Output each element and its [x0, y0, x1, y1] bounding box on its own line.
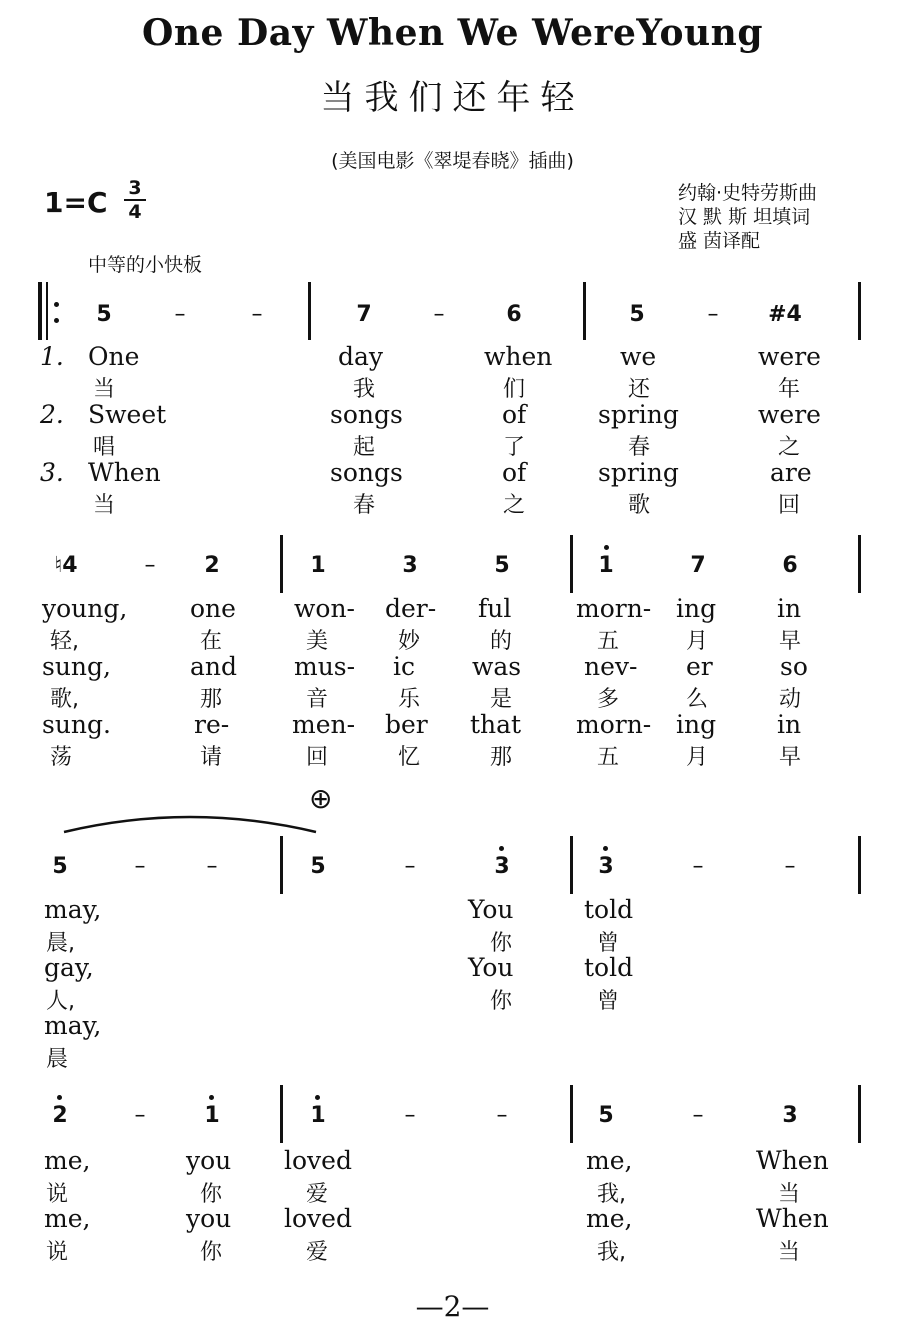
lyric-cn: 当	[778, 1240, 801, 1265]
lyric-cn: 说	[46, 1240, 69, 1265]
note-high: 2	[52, 1103, 68, 1128]
note: 2	[204, 553, 220, 578]
note: 5	[494, 553, 510, 578]
note-high: 1	[598, 553, 614, 578]
time-signature	[124, 178, 146, 222]
lyric-cn: 的	[490, 629, 513, 654]
note-dash: –	[174, 302, 186, 327]
lyric: der-	[385, 594, 437, 623]
lyric-cn: 月	[686, 745, 709, 770]
lyric-cn: 早	[779, 629, 802, 654]
tempo-marking: 中等的小快板	[88, 254, 203, 276]
page-number: —2—	[415, 1290, 490, 1323]
song-subtitle: 当我们还年轻	[320, 78, 585, 118]
lyric: When	[756, 1146, 829, 1175]
verse-number: 1.	[40, 342, 64, 371]
lyric: You	[468, 895, 514, 924]
key-signature: 1=C	[44, 186, 108, 219]
lyric: were	[758, 400, 821, 429]
lyric: morn-	[576, 594, 652, 623]
bar-line	[583, 282, 586, 340]
lyric-cn: 那	[200, 687, 223, 712]
lyric: were	[758, 342, 821, 371]
note: 7	[356, 302, 372, 327]
lyric-cn: 妙	[398, 629, 421, 654]
high-octave-dot	[604, 545, 609, 550]
lyric-cn: 还	[628, 377, 651, 402]
lyric: sung.	[42, 710, 111, 739]
lyric-cn: 了	[503, 435, 526, 460]
lyric: ful	[478, 594, 512, 623]
lyric-cn: 美	[306, 629, 329, 654]
lyric: when	[484, 342, 553, 371]
lyric-cn: 月	[686, 629, 709, 654]
lyric-cn: 五	[597, 629, 620, 654]
lyric-cn: 回	[306, 745, 329, 770]
repeat-dot	[54, 318, 59, 323]
lyric: me,	[586, 1146, 633, 1175]
note: 5	[52, 854, 68, 879]
note-dash: –	[144, 553, 156, 578]
lyric: day	[338, 342, 384, 371]
note-dash: –	[404, 1103, 416, 1128]
note-dash: –	[433, 302, 445, 327]
note: 3	[782, 1103, 798, 1128]
lyric-cn: 你	[490, 931, 513, 956]
lyric-cn: 么	[686, 687, 709, 712]
lyric-cn: 我,	[597, 1182, 626, 1207]
lyric: of	[502, 458, 527, 487]
lyric: one	[190, 594, 236, 623]
song-title: One Day When We WereYoung	[142, 12, 763, 54]
note: 6	[782, 553, 798, 578]
lyric-cn: 爱	[306, 1182, 329, 1207]
repeat-start-bar	[38, 282, 42, 340]
song-source-note: (美国电影《翠堤春晓》插曲)	[331, 150, 574, 172]
lyric-cn: 那	[490, 745, 513, 770]
lyric-cn: 说	[46, 1182, 69, 1207]
lyric: Sweet	[88, 400, 167, 429]
lyric: young,	[42, 594, 128, 623]
lyric-cn: 晨	[46, 1047, 69, 1072]
lyric: in	[777, 594, 802, 623]
lyric-cn: 爱	[306, 1240, 329, 1265]
lyric: loved	[284, 1146, 352, 1175]
bar-line	[858, 535, 861, 593]
lyric: may,	[44, 1011, 102, 1040]
lyric-cn: 动	[779, 687, 802, 712]
lyric-cn: 是	[490, 687, 513, 712]
note: 5	[96, 302, 112, 327]
verse-number: 3.	[40, 458, 64, 487]
lyric: morn-	[576, 710, 652, 739]
lyric: me,	[44, 1146, 91, 1175]
time-signature-top: 3	[128, 177, 142, 199]
bar-line	[280, 535, 283, 593]
note: 5	[310, 854, 326, 879]
lyric-cn: 唱	[93, 435, 116, 460]
lyric: sung,	[42, 652, 111, 681]
lyric-cn: 当	[93, 493, 116, 518]
note: 6	[506, 302, 522, 327]
lyric-cn: 早	[779, 745, 802, 770]
lyric: that	[470, 710, 522, 739]
lyric: me,	[44, 1204, 91, 1233]
lyric: spring	[598, 458, 679, 487]
lyric: ic	[393, 652, 415, 681]
lyricist-credit: 汉 默 斯 坦填词	[678, 206, 811, 228]
lyric: and	[190, 652, 238, 681]
note-dash: –	[707, 302, 719, 327]
lyric: may,	[44, 895, 102, 924]
high-octave-dot	[57, 1095, 62, 1100]
high-octave-dot	[315, 1095, 320, 1100]
lyric: are	[770, 458, 812, 487]
bar-line	[858, 1085, 861, 1143]
note: 7	[690, 553, 706, 578]
note-dash: –	[692, 1103, 704, 1128]
lyric-cn: 歌,	[50, 687, 79, 712]
lyric-cn: 忆	[398, 745, 421, 770]
coda-sign: ⊕	[309, 782, 333, 815]
lyric: mus-	[294, 652, 356, 681]
lyric: told	[584, 895, 634, 924]
note-high: 3	[494, 854, 510, 879]
lyric-cn: 你	[200, 1182, 223, 1207]
lyric: When	[756, 1204, 829, 1233]
lyric-cn: 之	[503, 493, 526, 518]
lyric-cn: 当	[93, 377, 116, 402]
lyric: men-	[292, 710, 356, 739]
bar-line	[280, 836, 283, 894]
lyric: you	[186, 1146, 232, 1175]
lyric: gay,	[44, 953, 94, 982]
note-dash: –	[134, 1103, 146, 1128]
lyric-cn: 多	[597, 687, 620, 712]
bar-line	[570, 836, 573, 894]
note: 5	[629, 302, 645, 327]
note-high: 3	[598, 854, 614, 879]
note-dash: –	[496, 1103, 508, 1128]
bar-line	[570, 1085, 573, 1143]
lyric-cn: 我,	[597, 1240, 626, 1265]
lyric-cn: 荡	[50, 745, 73, 770]
lyric: told	[584, 953, 634, 982]
lyric: me,	[586, 1204, 633, 1233]
lyric-cn: 们	[503, 377, 526, 402]
lyric-cn: 你	[490, 989, 513, 1014]
lyric: won-	[294, 594, 355, 623]
lyric-cn: 你	[200, 1240, 223, 1265]
lyric-cn: 春	[628, 435, 651, 460]
lyric-cn: 在	[200, 629, 223, 654]
high-octave-dot	[603, 846, 608, 851]
note: 1	[310, 553, 326, 578]
lyric-cn: 晨,	[46, 931, 75, 956]
bar-line	[570, 535, 573, 593]
note-dash: –	[692, 854, 704, 879]
lyric: so	[780, 652, 808, 681]
note-dash: –	[784, 854, 796, 879]
lyric: you	[186, 1204, 232, 1233]
verse-number: 2.	[40, 400, 64, 429]
lyric: er	[686, 652, 713, 681]
lyric-cn: 曾	[597, 989, 620, 1014]
note-high: 1	[310, 1103, 326, 1128]
time-signature-bottom: 4	[128, 201, 142, 223]
repeat-start-thin-bar	[46, 282, 48, 340]
bar-line	[858, 282, 861, 340]
bar-line	[280, 1085, 283, 1143]
lyric: spring	[598, 400, 679, 429]
lyric-cn: 音	[306, 687, 329, 712]
lyric-cn: 之	[778, 435, 801, 460]
bar-line	[858, 836, 861, 894]
lyric: ber	[385, 710, 428, 739]
high-octave-dot	[499, 846, 504, 851]
translator-credit: 盛 茵译配	[678, 230, 761, 252]
note-dash: –	[251, 302, 263, 327]
high-octave-dot	[209, 1095, 214, 1100]
note-dash: –	[404, 854, 416, 879]
note: 3	[402, 553, 418, 578]
note-high: 1	[204, 1103, 220, 1128]
lyric: re-	[194, 710, 230, 739]
lyric: songs	[330, 400, 403, 429]
bar-line	[308, 282, 311, 340]
lyric: You	[468, 953, 514, 982]
lyric: nev-	[584, 652, 638, 681]
lyric-cn: 当	[778, 1182, 801, 1207]
lyric: loved	[284, 1204, 352, 1233]
lyric-cn: 请	[200, 745, 223, 770]
lyric-cn: 人,	[46, 989, 75, 1014]
lyric: ing	[676, 594, 717, 623]
repeat-dot	[54, 302, 59, 307]
lyric-cn: 五	[597, 745, 620, 770]
lyric-cn: 春	[353, 493, 376, 518]
lyric: One	[88, 342, 140, 371]
lyric-cn: 乐	[398, 687, 421, 712]
lyric: we	[620, 342, 657, 371]
lyric: When	[88, 458, 161, 487]
lyric: was	[472, 652, 522, 681]
lyric-cn: 轻,	[50, 629, 79, 654]
lyric: in	[777, 710, 802, 739]
lyric: ing	[676, 710, 717, 739]
note-natural: ♮4	[54, 553, 78, 578]
lyric-cn: 年	[778, 377, 801, 402]
note-dash: –	[206, 854, 218, 879]
lyric-cn: 歌	[628, 493, 651, 518]
note: 5	[598, 1103, 614, 1128]
composer-credit: 约翰·史特劳斯曲	[678, 182, 818, 204]
lyric-cn: 曾	[597, 931, 620, 956]
note-dash: –	[134, 854, 146, 879]
lyric: of	[502, 400, 527, 429]
lyric-cn: 回	[778, 493, 801, 518]
lyric-cn: 我	[353, 377, 376, 402]
slur	[60, 808, 320, 838]
lyric: songs	[330, 458, 403, 487]
lyric-cn: 起	[353, 435, 376, 460]
note-sharp: #4	[768, 302, 802, 327]
